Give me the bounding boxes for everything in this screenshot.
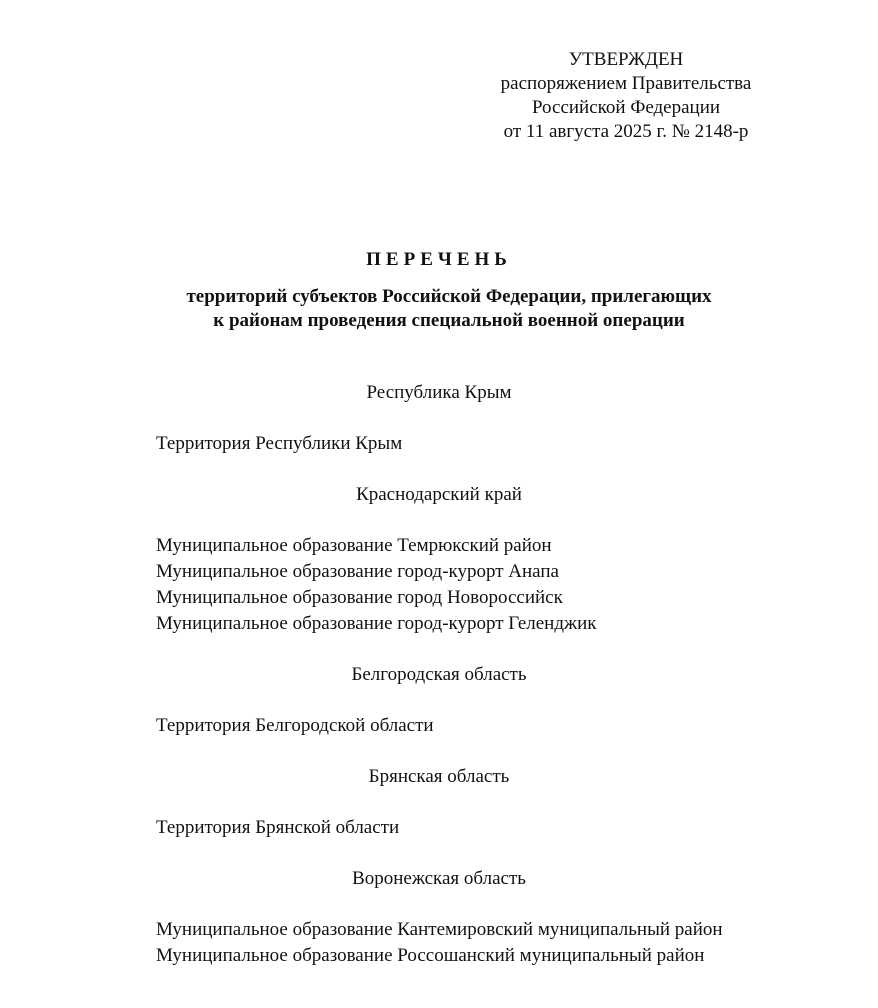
region-title: Краснодарский край <box>356 484 522 505</box>
region-section <box>156 482 846 637</box>
territory-item: Муниципальное образование город-курорт Анапа <box>156 561 559 582</box>
region-items <box>156 431 846 457</box>
approval-heading: УТВЕРЖДЕН <box>568 49 684 70</box>
approval-line: Российской Федерации <box>531 97 721 118</box>
region-section <box>156 662 846 739</box>
region-section <box>156 866 846 969</box>
approval-line: распоряжением Правительства <box>500 73 752 94</box>
approval-date-number: от 11 августа 2025 г. № 2148-р <box>503 121 749 142</box>
regions-list <box>156 380 846 994</box>
subtitle-line: к районам проведения специальной военной операции <box>213 310 685 331</box>
region-section <box>156 764 846 841</box>
territory-item: Территория Белгородской области <box>156 715 434 736</box>
subtitle-line: территорий субъектов Российской Федерации, прилегающих <box>186 286 712 307</box>
region-items <box>156 917 846 969</box>
region-items <box>156 815 846 841</box>
territory-item: Муниципальное образование Россошанский муниципальный район <box>156 945 705 966</box>
territory-item: Муниципальное образование Кантемировский муниципальный район <box>156 919 723 940</box>
territory-item: Муниципальное образование Темрюкский район <box>156 535 552 556</box>
document-subtitle <box>0 285 878 333</box>
region-title: Республика Крым <box>366 382 512 403</box>
territory-item: Муниципальное образование город Новороссийск <box>156 587 563 608</box>
territory-item: Территория Республики Крым <box>156 433 403 454</box>
territory-item: Территория Брянской области <box>156 817 400 838</box>
region-items <box>156 713 846 739</box>
region-title: Брянская область <box>368 766 510 787</box>
approval-block <box>488 48 764 144</box>
territory-item: Муниципальное образование город-курорт Геленджик <box>156 613 597 634</box>
document-title: ПЕРЕЧЕНЬ <box>366 249 512 270</box>
region-section <box>156 380 846 457</box>
region-items <box>156 533 846 637</box>
region-title: Воронежская область <box>352 868 526 889</box>
region-title: Белгородская область <box>351 664 527 685</box>
